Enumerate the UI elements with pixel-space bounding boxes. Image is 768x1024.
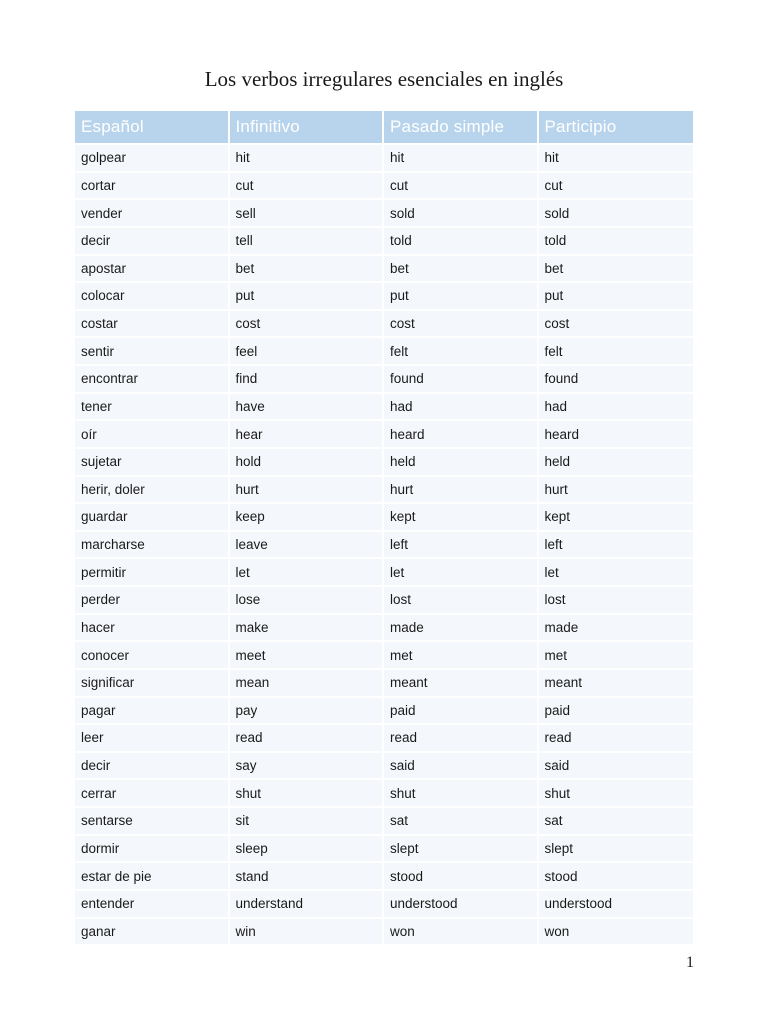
table-cell: understand — [230, 891, 385, 919]
table-cell: lost — [539, 587, 694, 615]
table-cell: paid — [539, 698, 694, 726]
column-header: Infinitivo — [230, 111, 385, 143]
table-cell: colocar — [75, 283, 230, 311]
table-cell: hear — [230, 421, 385, 449]
page-title: Los verbos irregulares esenciales en inglés — [204, 67, 564, 91]
table-row — [75, 200, 693, 228]
table-cell: significar — [75, 670, 230, 698]
table-row — [75, 808, 693, 836]
table-row — [75, 642, 693, 670]
table-cell: cerrar — [75, 780, 230, 808]
table-cell: let — [539, 559, 694, 587]
table-row — [75, 863, 693, 891]
table-cell: won — [539, 919, 694, 947]
table-cell: leer — [75, 725, 230, 753]
table-row — [75, 891, 693, 919]
table-cell: cost — [384, 311, 539, 339]
table-cell: paid — [384, 698, 539, 726]
table-cell: cut — [384, 173, 539, 201]
table-cell: felt — [539, 338, 694, 366]
table-row — [75, 394, 693, 422]
table-body — [75, 145, 693, 946]
table-row — [75, 532, 693, 560]
table-cell: win — [230, 919, 385, 947]
table-cell: told — [384, 228, 539, 256]
table-cell: said — [539, 753, 694, 781]
table-cell: made — [384, 615, 539, 643]
column-header: Español — [75, 111, 230, 143]
table-cell: kept — [384, 504, 539, 532]
table-cell: stood — [539, 863, 694, 891]
table-cell: won — [384, 919, 539, 947]
table-cell: tener — [75, 394, 230, 422]
table-cell: pagar — [75, 698, 230, 726]
table-cell: feel — [230, 338, 385, 366]
table-cell: make — [230, 615, 385, 643]
table-row — [75, 670, 693, 698]
table-cell: marcharse — [75, 532, 230, 560]
table-cell: left — [539, 532, 694, 560]
table-cell: lost — [384, 587, 539, 615]
table-cell: understood — [539, 891, 694, 919]
table-cell: oír — [75, 421, 230, 449]
table-cell: let — [230, 559, 385, 587]
table-cell: hurt — [384, 477, 539, 505]
table-cell: sat — [384, 808, 539, 836]
table-cell: cut — [539, 173, 694, 201]
table-cell: perder — [75, 587, 230, 615]
table-cell: encontrar — [75, 366, 230, 394]
table-cell: left — [384, 532, 539, 560]
table-cell: costar — [75, 311, 230, 339]
table-cell: sat — [539, 808, 694, 836]
table-row — [75, 780, 693, 808]
table-row — [75, 283, 693, 311]
table-cell: sujetar — [75, 449, 230, 477]
verb-table — [75, 111, 693, 946]
table-cell: stood — [384, 863, 539, 891]
table-cell: sentir — [75, 338, 230, 366]
table-row — [75, 504, 693, 532]
table-cell: stand — [230, 863, 385, 891]
table-cell: slept — [539, 836, 694, 864]
table-cell: hurt — [230, 477, 385, 505]
table-cell: say — [230, 753, 385, 781]
table-cell: put — [230, 283, 385, 311]
table-cell: met — [384, 642, 539, 670]
table-cell: dormir — [75, 836, 230, 864]
table-cell: hit — [384, 145, 539, 173]
table-cell: mean — [230, 670, 385, 698]
table-row — [75, 311, 693, 339]
table-cell: cortar — [75, 173, 230, 201]
table-cell: said — [384, 753, 539, 781]
table-cell: held — [384, 449, 539, 477]
table-cell: apostar — [75, 256, 230, 284]
table-cell: estar de pie — [75, 863, 230, 891]
table-cell: find — [230, 366, 385, 394]
column-header: Pasado simple — [384, 111, 539, 143]
table-cell: golpear — [75, 145, 230, 173]
table-cell: shut — [230, 780, 385, 808]
table-row — [75, 173, 693, 201]
table-row — [75, 587, 693, 615]
table-cell: held — [539, 449, 694, 477]
table-cell: shut — [384, 780, 539, 808]
table-cell: bet — [384, 256, 539, 284]
table-cell: have — [230, 394, 385, 422]
table-row — [75, 698, 693, 726]
table-row — [75, 725, 693, 753]
table-cell: permitir — [75, 559, 230, 587]
table-cell: sit — [230, 808, 385, 836]
table-cell: vender — [75, 200, 230, 228]
table-cell: put — [539, 283, 694, 311]
table-row — [75, 836, 693, 864]
table-cell: sold — [539, 200, 694, 228]
table-cell: had — [539, 394, 694, 422]
table-cell: hit — [539, 145, 694, 173]
table-cell: sell — [230, 200, 385, 228]
table-cell: sentarse — [75, 808, 230, 836]
table-cell: decir — [75, 753, 230, 781]
table-row — [75, 366, 693, 394]
table-cell: guardar — [75, 504, 230, 532]
table-row — [75, 477, 693, 505]
table-cell: put — [384, 283, 539, 311]
table-cell: found — [539, 366, 694, 394]
table-row — [75, 919, 693, 947]
table-cell: heard — [539, 421, 694, 449]
table-cell: meet — [230, 642, 385, 670]
table-cell: bet — [230, 256, 385, 284]
table-cell: felt — [384, 338, 539, 366]
table-cell: hurt — [539, 477, 694, 505]
table-cell: kept — [539, 504, 694, 532]
table-header-row — [75, 111, 693, 143]
table-cell: hit — [230, 145, 385, 173]
table-cell: conocer — [75, 642, 230, 670]
table-cell: slept — [384, 836, 539, 864]
table-cell: sleep — [230, 836, 385, 864]
table-row — [75, 753, 693, 781]
table-cell: understood — [384, 891, 539, 919]
table-row — [75, 256, 693, 284]
table-row — [75, 615, 693, 643]
table-cell: read — [384, 725, 539, 753]
table-cell: let — [384, 559, 539, 587]
table-cell: herir, doler — [75, 477, 230, 505]
table-cell: had — [384, 394, 539, 422]
table-row — [75, 228, 693, 256]
page-number: 1 — [686, 954, 694, 971]
table-cell: decir — [75, 228, 230, 256]
table-cell: hacer — [75, 615, 230, 643]
table-cell: told — [539, 228, 694, 256]
table-cell: shut — [539, 780, 694, 808]
table-row — [75, 449, 693, 477]
table-cell: leave — [230, 532, 385, 560]
table-cell: hold — [230, 449, 385, 477]
table-cell: sold — [384, 200, 539, 228]
table-cell: found — [384, 366, 539, 394]
table-row — [75, 338, 693, 366]
table-cell: ganar — [75, 919, 230, 947]
table-cell: keep — [230, 504, 385, 532]
table-cell: cut — [230, 173, 385, 201]
table-cell: read — [230, 725, 385, 753]
table-cell: heard — [384, 421, 539, 449]
table-cell: pay — [230, 698, 385, 726]
table-row — [75, 145, 693, 173]
column-header: Participio — [539, 111, 694, 143]
table-cell: bet — [539, 256, 694, 284]
table-row — [75, 421, 693, 449]
table-cell: meant — [539, 670, 694, 698]
table-cell: met — [539, 642, 694, 670]
table-cell: tell — [230, 228, 385, 256]
table-cell: cost — [230, 311, 385, 339]
table-row — [75, 559, 693, 587]
table-cell: read — [539, 725, 694, 753]
table-cell: lose — [230, 587, 385, 615]
table-cell: entender — [75, 891, 230, 919]
table-cell: made — [539, 615, 694, 643]
table-cell: meant — [384, 670, 539, 698]
table-cell: cost — [539, 311, 694, 339]
